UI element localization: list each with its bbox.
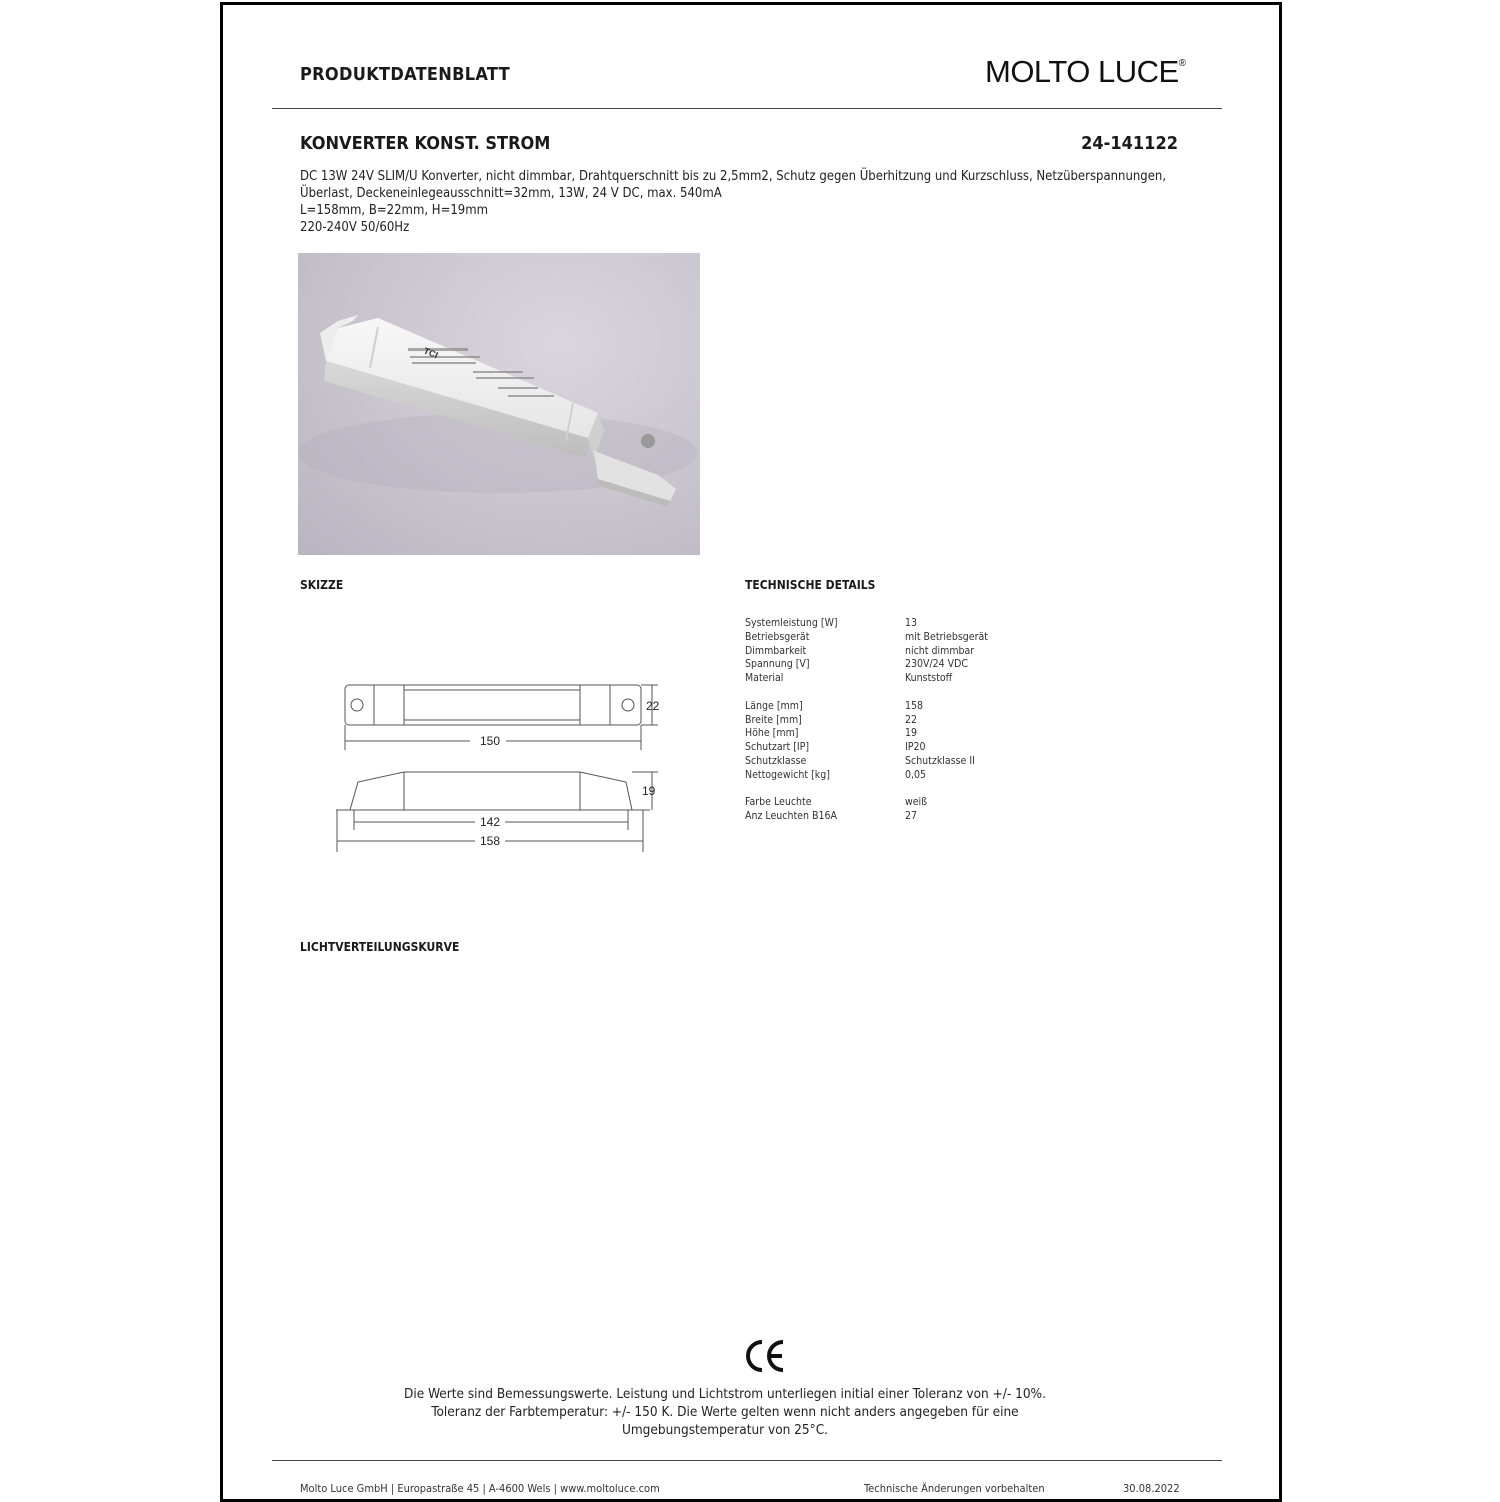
product-name: KONVERTER KONST. STROM xyxy=(300,133,551,154)
document-title: PRODUKTDATENBLATT xyxy=(300,64,510,85)
dim-inner-label: 142 xyxy=(480,815,501,829)
product-description xyxy=(300,168,1190,236)
top-view-rib-right xyxy=(580,685,610,725)
footer-company: Molto Luce GmbH | Europastraße 45 | A-4600 Wels | www.moltoluce.com xyxy=(300,1482,660,1495)
tech-row: Höhe [mm] 19 xyxy=(745,727,918,740)
dim-total-label: 158 xyxy=(480,834,501,848)
screw-left-icon xyxy=(351,699,363,711)
disclaimer xyxy=(300,1385,1150,1439)
tech-row: Nettogewicht [kg] 0,05 xyxy=(745,768,927,781)
tech-row: Farbe Leuchte weiß xyxy=(745,796,928,809)
top-view-rib-left xyxy=(374,685,404,725)
screw-right-icon xyxy=(622,699,634,711)
dim-width-label: 22 xyxy=(646,699,660,713)
footer-divider xyxy=(272,1460,1222,1461)
section-light-curve-heading: LICHTVERTEILUNGSKURVE xyxy=(300,940,460,954)
technical-details-table xyxy=(745,617,988,824)
svg-text:TCI: TCI xyxy=(422,345,440,361)
tech-row: Betriebsgerät mit Betriebsgerät xyxy=(745,630,988,643)
dim-height-label: 19 xyxy=(642,784,656,798)
description-line: Überlast, Deckeneinlegeausschnitt=32mm, 13W, 24 V DC, max. 540mA xyxy=(300,186,722,201)
disclaimer-line: Umgebungstemperatur von 25°C. xyxy=(621,1422,829,1438)
converter-image xyxy=(298,253,700,555)
tech-row: Material Kunststoff xyxy=(745,672,953,685)
footer-date: 30.08.2022 xyxy=(1123,1482,1180,1495)
disclaimer-line: Die Werte sind Bemessungswerte. Leistung und Lichtstrom unterliegen initial einer Toleranz von +/- 10%. xyxy=(404,1386,1046,1402)
ce-mark-icon xyxy=(743,1337,787,1375)
tech-spacer-row xyxy=(745,686,988,700)
description-line: DC 13W 24V SLIM/U Konverter, nicht dimmbar, Drahtquerschnitt bis zu 2,5mm2, Schutz gegen Überhitzung und Kurzschluss, Netzüberspannungen, xyxy=(300,169,1167,184)
section-sketch-heading: SKIZZE xyxy=(300,578,344,592)
description-line: L=158mm, B=22mm, H=19mm xyxy=(300,203,489,218)
product-photo xyxy=(298,253,700,555)
tech-row: Schutzart [IP] IP20 xyxy=(745,741,926,754)
dim-length-top-label: 150 xyxy=(480,734,501,748)
tech-row: Schutzklasse Schutzklasse II xyxy=(745,754,975,767)
tech-row: Spannung [V] 230V/24 VDC xyxy=(745,658,969,671)
brand-logo: MOLTO LUCE® xyxy=(985,54,1186,89)
tech-spacer-row xyxy=(745,783,988,797)
tech-row: Breite [mm] 22 xyxy=(745,713,918,726)
tech-row: Dimmbarkeit nicht dimmbar xyxy=(745,644,975,657)
dimension-sketch xyxy=(330,672,670,862)
disclaimer-line: Toleranz der Farbtemperatur: +/- 150 K. Die Werte gelten wenn nicht anders angegeben für eine xyxy=(431,1404,1019,1420)
tech-row: Anz Leuchten B16A 27 xyxy=(745,810,918,823)
footer-notice: Technische Änderungen vorbehalten xyxy=(864,1482,1045,1495)
side-view-outline xyxy=(350,772,632,810)
section-technical-heading: TECHNISCHE DETAILS xyxy=(745,578,876,592)
header-divider xyxy=(272,108,1222,109)
description-line: 220-240V 50/60Hz xyxy=(300,220,410,235)
product-number: 24-141122 xyxy=(1081,133,1178,154)
tech-row: Länge [mm] 158 xyxy=(745,699,924,712)
tech-row: Systemleistung [W] 13 xyxy=(745,617,918,629)
top-view-outline xyxy=(345,685,641,725)
